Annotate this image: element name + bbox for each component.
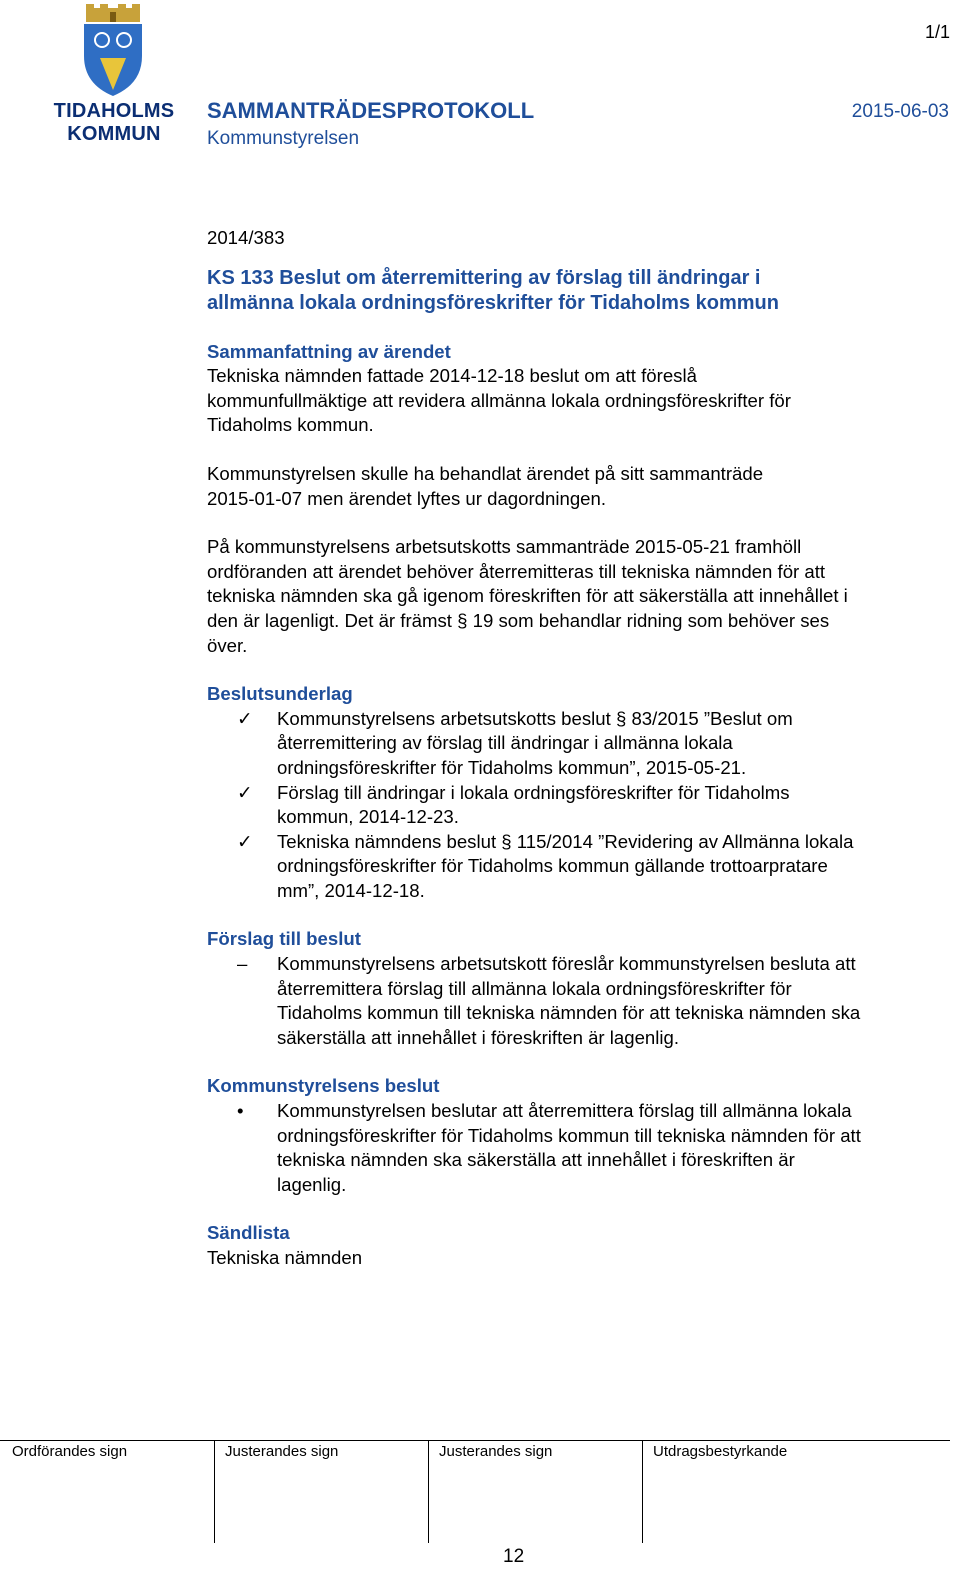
distribution-heading: Sändlista (207, 1222, 290, 1244)
logo-line-1: TIDAHOLMS (53, 100, 175, 122)
distribution-recipient: Tekniska nämnden (207, 1247, 363, 1268)
document-title: SAMMANTRÄDESPROTOKOLL (207, 98, 535, 123)
text-line: återremittera förslag till allmänna lokala ordningsföreskrifter för (277, 977, 792, 999)
checkmark-icon: ✓ (237, 781, 253, 803)
summary-heading: Sammanfattning av ärendet (207, 340, 451, 362)
text-line: den är lagenligt. Det är främst § 19 som behandlar ridning som behöver ses (207, 609, 830, 631)
text-line: Tidaholms kommun. (207, 414, 374, 436)
text-line: ordföranden att ärendet behöver återremitteras till tekniska nämnden för att (207, 560, 826, 582)
text-line: Tidaholms kommun till tekniska nämnden för att tekniska nämnden ska (277, 1002, 861, 1024)
text-line: ordningsföreskrifter för Tidaholms kommun gällande trottoarpratare (277, 855, 828, 877)
proposal-heading: Förslag till beslut (207, 928, 361, 950)
summary-section (207, 340, 952, 659)
distribution-section (207, 1221, 952, 1270)
text-line: ordningsföreskrifter för Tidaholms kommun”, 2015-05-21. (277, 756, 747, 778)
text-line: lagenlig. (277, 1173, 347, 1195)
summary-para-3 (207, 535, 952, 658)
certification-label: Utdragsbestyrkande (642, 1441, 787, 1543)
text-line: mm”, 2014-12-18. (277, 879, 425, 901)
summary-para-2 (207, 462, 952, 511)
text-line: tekniska nämnden ska säkerställa att innehållet i föreskriften är (277, 1149, 795, 1171)
text-line: Kommunstyrelsens arbetsutskotts beslut § 83/2015 ”Beslut om (277, 707, 793, 729)
case-heading-line-1: KS 133 Beslut om återremittering av förslag till ändringar i (207, 266, 761, 289)
text-line: Kommunstyrelsen skulle ha behandlat ärendet på sitt sammanträde (207, 462, 764, 484)
list-item (207, 830, 952, 904)
dash-icon: – (237, 953, 248, 975)
chair-signature-label: Ordförandes sign (12, 1443, 128, 1460)
case-heading-line-2: allmänna lokala ordningsföreskrifter för Tidaholms kommun (207, 291, 779, 314)
list-item (207, 1099, 952, 1197)
list-item (207, 707, 952, 781)
bottom-page-number: 12 (503, 1546, 525, 1567)
text-line: 2015-01-07 men ärendet lyftes ur dagordningen. (207, 487, 607, 509)
document-date: 2015-06-03 (851, 101, 949, 122)
text-line: På kommunstyrelsens arbetsutskotts sammanträde 2015-05-21 framhöll (207, 536, 802, 558)
page-number: 1/1 (924, 22, 950, 42)
decision-heading: Kommunstyrelsens beslut (207, 1075, 440, 1097)
checkmark-icon: ✓ (237, 707, 253, 729)
text-line: säkerställa att innehållet i föreskriften är lagenlig. (277, 1026, 680, 1048)
text-line: kommunfullmäktige att revidera allmänna lokala ordningsföreskrifter för (207, 389, 791, 411)
document-subtitle: Kommunstyrelsen (207, 128, 360, 149)
text-line: Kommunstyrelsen beslutar att återremittera förslag till allmänna lokala (277, 1100, 852, 1122)
basis-section (207, 682, 952, 903)
document-body (207, 226, 952, 1271)
bullet-icon: • (237, 1100, 244, 1122)
text-line: ordningsföreskrifter för Tidaholms kommun till tekniska nämnden för att (277, 1124, 861, 1146)
list-item (207, 952, 952, 1050)
text-line: Tekniska nämndens beslut § 115/2014 ”Revidering av Allmänna lokala (277, 830, 854, 852)
coat-of-arms-icon (80, 4, 146, 98)
list-item (207, 781, 952, 830)
case-number: 2014/383 (207, 227, 285, 248)
summary-para-1 (207, 364, 952, 438)
text-line: kommun, 2014-12-23. (277, 806, 459, 828)
signature-footer (0, 1440, 950, 1541)
logo-line-2: KOMMUN (67, 123, 161, 145)
text-line: Förslag till ändringar i lokala ordningsföreskrifter för Tidaholms (277, 781, 790, 803)
text-line: Kommunstyrelsens arbetsutskott föreslår kommunstyrelsen besluta att (277, 953, 856, 975)
case-heading (207, 266, 952, 316)
checkmark-icon: ✓ (237, 830, 253, 852)
adjuster-signature-label-1: Justerandes sign (214, 1441, 338, 1543)
text-line: över. (207, 634, 248, 656)
municipality-logo (44, 4, 175, 145)
text-line: Tekniska nämnden fattade 2014-12-18 beslut om att föreslå (207, 365, 697, 387)
adjuster-signature-label-2: Justerandes sign (428, 1441, 552, 1543)
decision-section (207, 1074, 952, 1197)
proposal-section (207, 927, 952, 1050)
text-line: återremittering av förslag till ändringar i allmänna lokala (277, 732, 733, 754)
text-line: tekniska nämnden ska gå igenom föreskriften för att säkerställa att innehållet i (207, 585, 848, 607)
basis-heading: Beslutsunderlag (207, 683, 353, 705)
